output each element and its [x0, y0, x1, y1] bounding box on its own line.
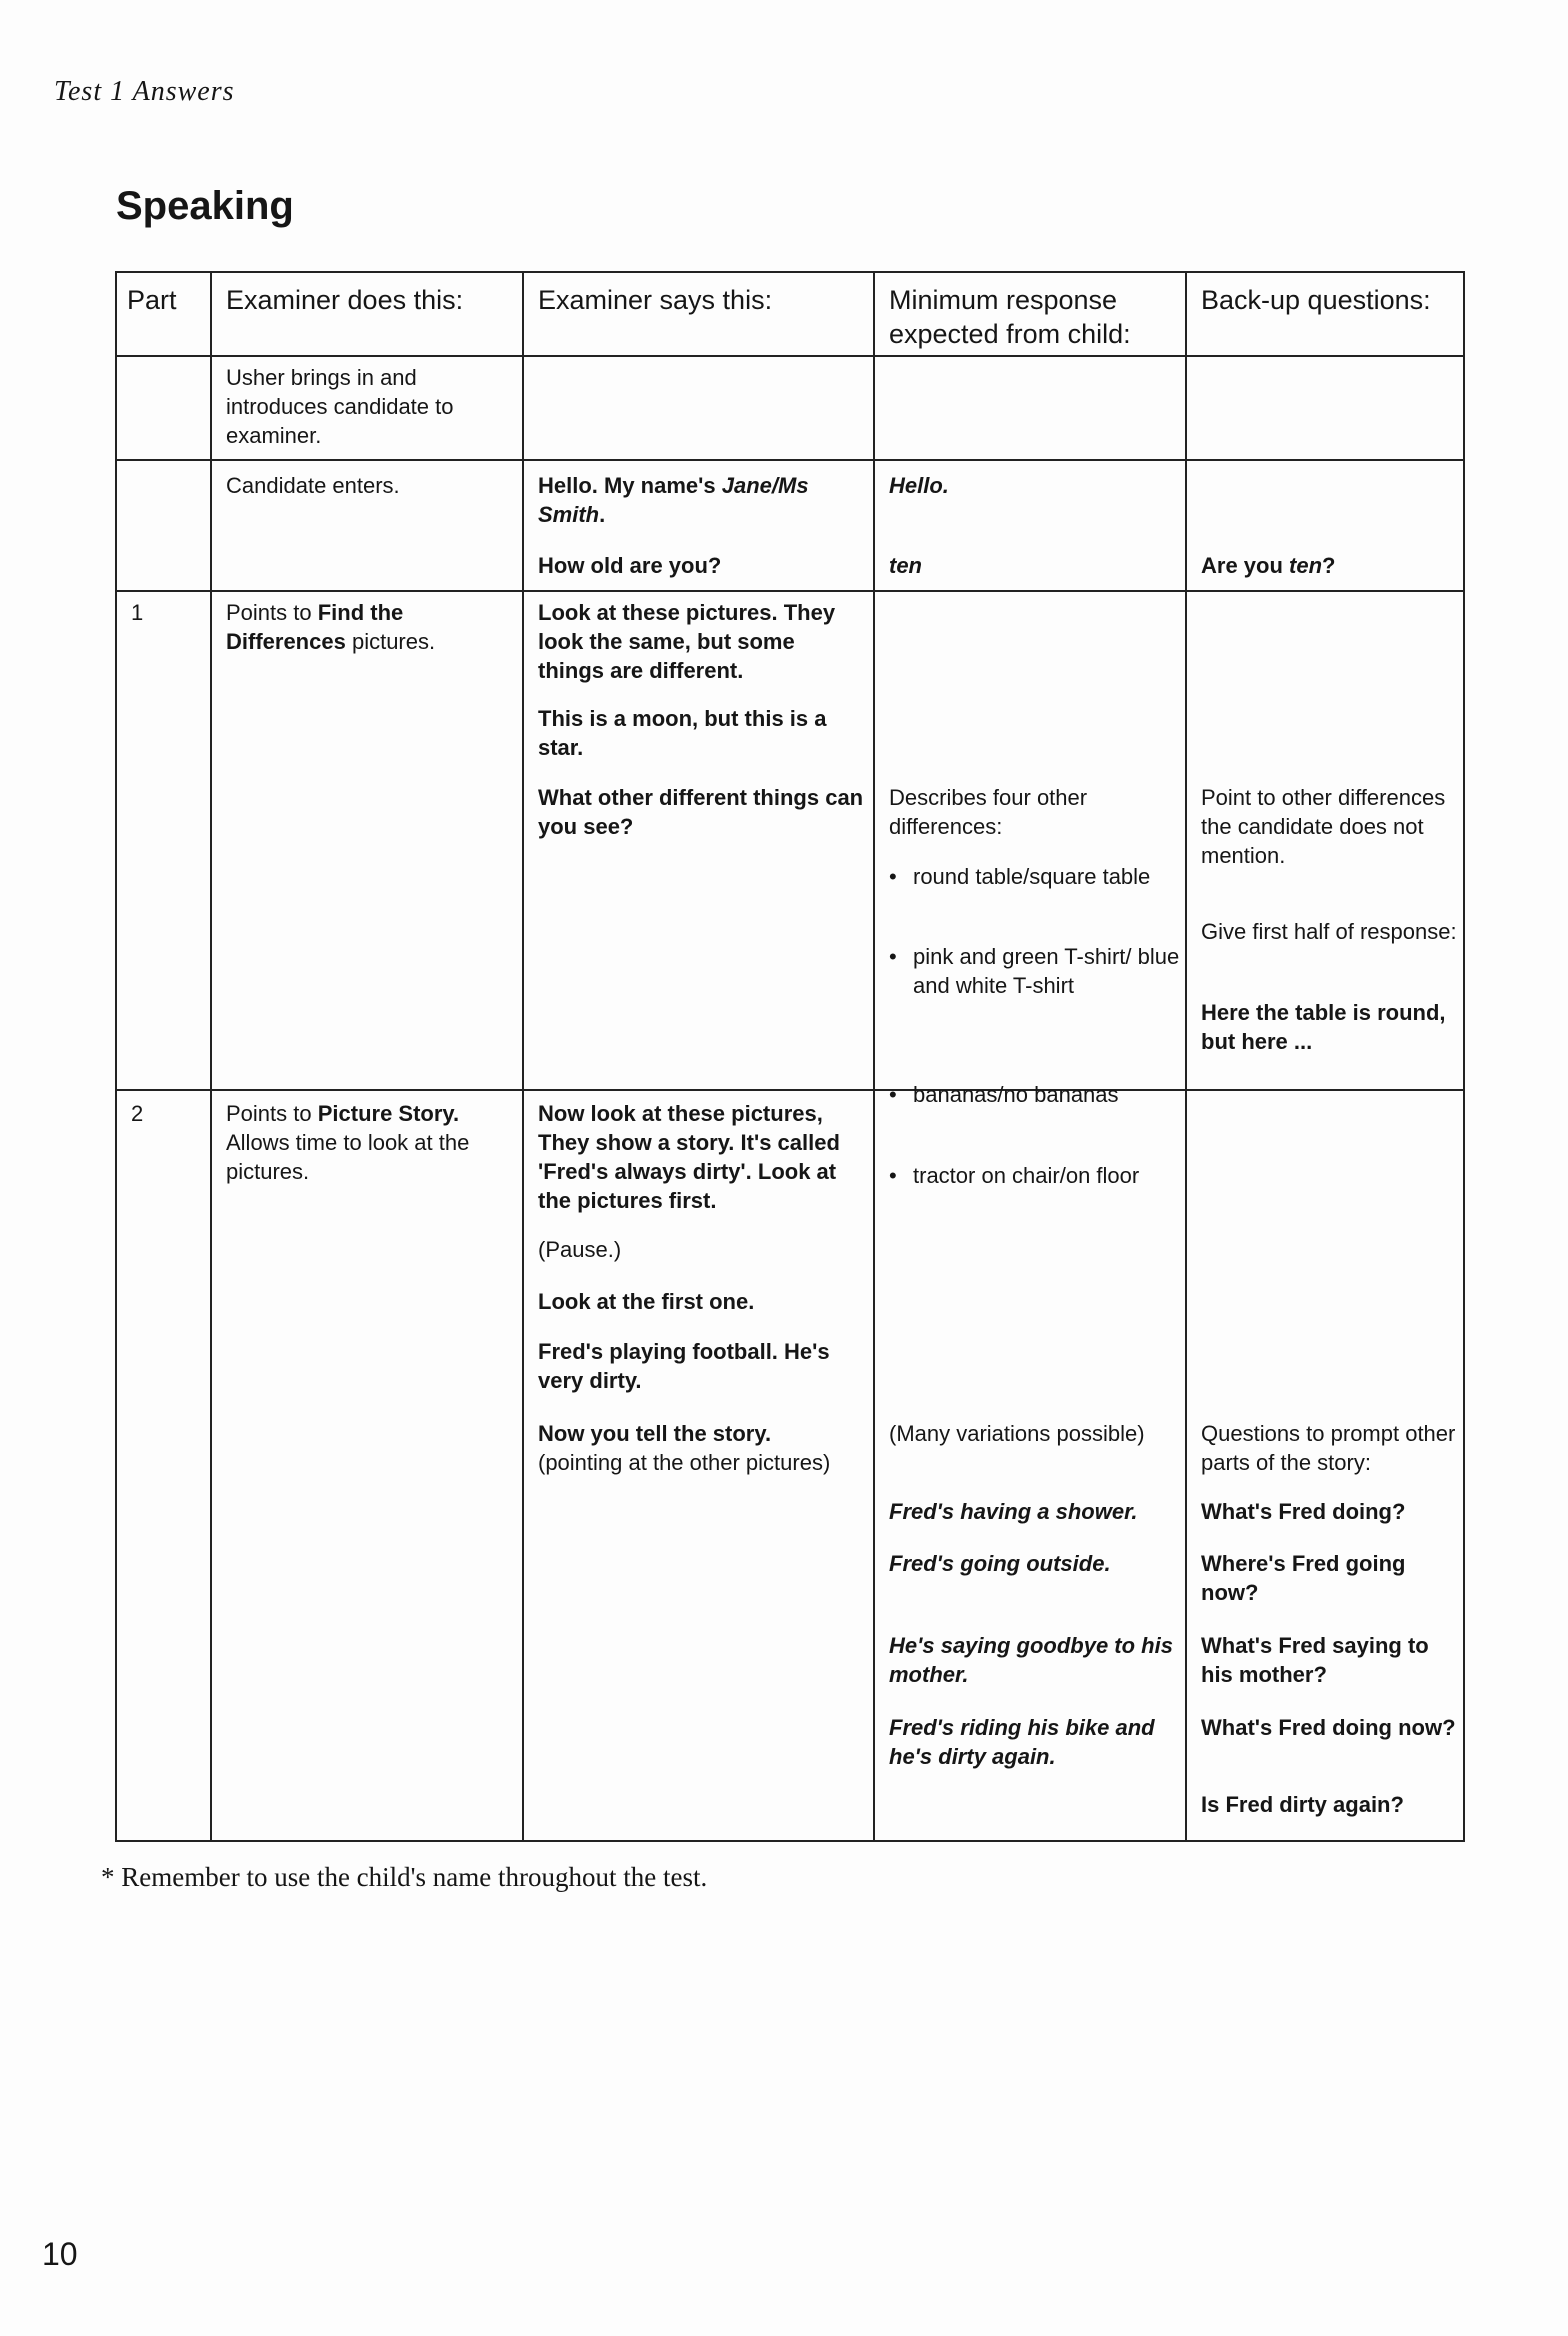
- min-response: ten: [889, 553, 922, 578]
- page-number: 10: [42, 2236, 78, 2272]
- examiner-action: Points to Picture Story. Allows time to look at the pictures.: [226, 1101, 470, 1184]
- examiner-says: Now look at these pictures, They show a story. It's called 'Fred's always dirty'. Look at the pictures first.: [538, 1101, 840, 1213]
- table-row-part-2: [117, 1091, 1463, 1842]
- speaking-table: [115, 271, 1465, 1842]
- min-response-bullet: • tractor on chair/on floor: [889, 1161, 1199, 1190]
- backup-question: Questions to prompt other parts of the story:: [1201, 1421, 1456, 1475]
- examiner-action: Candidate enters.: [226, 473, 400, 498]
- backup-question: What's Fred doing now?: [1201, 1715, 1456, 1740]
- part-number: 1: [131, 600, 144, 625]
- examiner-action: Points to Find the Differences pictures.: [226, 600, 436, 654]
- examiner-action: Usher brings in and introduces candidate to examiner.: [226, 365, 454, 448]
- column-header: Minimum response expected from child:: [889, 285, 1131, 349]
- min-response-bullet: • round table/square table: [889, 862, 1199, 891]
- examiner-says: What other different things can you see?: [538, 785, 864, 839]
- section-title: Speaking: [116, 184, 294, 228]
- min-response: (Many variations possible): [889, 1421, 1145, 1446]
- table-header-row: [117, 273, 1463, 357]
- footnote: * Remember to use the child's name throughout the test.: [101, 1862, 708, 1892]
- examiner-says: Fred's playing football. He's very dirty.: [538, 1339, 830, 1393]
- backup-question: Give first half of response:: [1201, 919, 1457, 944]
- min-response-bullet: • bananas/no bananas: [889, 1080, 1199, 1109]
- column-header: Part: [127, 285, 177, 315]
- min-response: Fred's having a shower.: [889, 1499, 1138, 1524]
- examiner-says: (Pause.): [538, 1237, 622, 1262]
- min-response: Describes four other differences:: [889, 785, 1088, 839]
- running-head: Test 1 Answers: [54, 76, 235, 107]
- examiner-says: This is a moon, but this is a star.: [538, 706, 827, 760]
- column-header: Examiner says this:: [538, 285, 773, 315]
- backup-question: Is Fred dirty again?: [1201, 1792, 1404, 1817]
- examiner-says: How old are you?: [538, 553, 722, 578]
- backup-question: Where's Fred going now?: [1201, 1551, 1406, 1605]
- table-row: [117, 461, 1463, 592]
- backup-question: Here the table is round, but here ...: [1201, 1000, 1446, 1054]
- backup-question: What's Fred saying to his mother?: [1201, 1633, 1429, 1687]
- min-response: Fred's riding his bike and he's dirty again.: [889, 1715, 1155, 1769]
- examiner-says: Look at the first one.: [538, 1289, 755, 1314]
- column-header: Examiner does this:: [226, 285, 464, 315]
- backup-question: Point to other differences the candidate does not mention.: [1201, 785, 1446, 868]
- examiner-says: Now you tell the story. (pointing at the other pictures): [538, 1421, 831, 1475]
- backup-question: Are you ten?: [1201, 553, 1336, 578]
- table-row: [117, 357, 1463, 461]
- examiner-says: Look at these pictures. They look the same, but some things are different.: [538, 600, 836, 683]
- min-response-bullet: • pink and green T-shirt/ blue and white T-shirt: [889, 942, 1199, 1000]
- backup-question: What's Fred doing?: [1201, 1499, 1406, 1524]
- examiner-says: Hello. My name's Jane/Ms Smith.: [538, 473, 809, 527]
- part-number: 2: [131, 1101, 144, 1126]
- min-response: He's saying goodbye to his mother.: [889, 1633, 1173, 1687]
- min-response: Fred's going outside.: [889, 1551, 1111, 1576]
- column-header: Back-up questions:: [1201, 285, 1431, 315]
- min-response: Hello.: [889, 473, 949, 498]
